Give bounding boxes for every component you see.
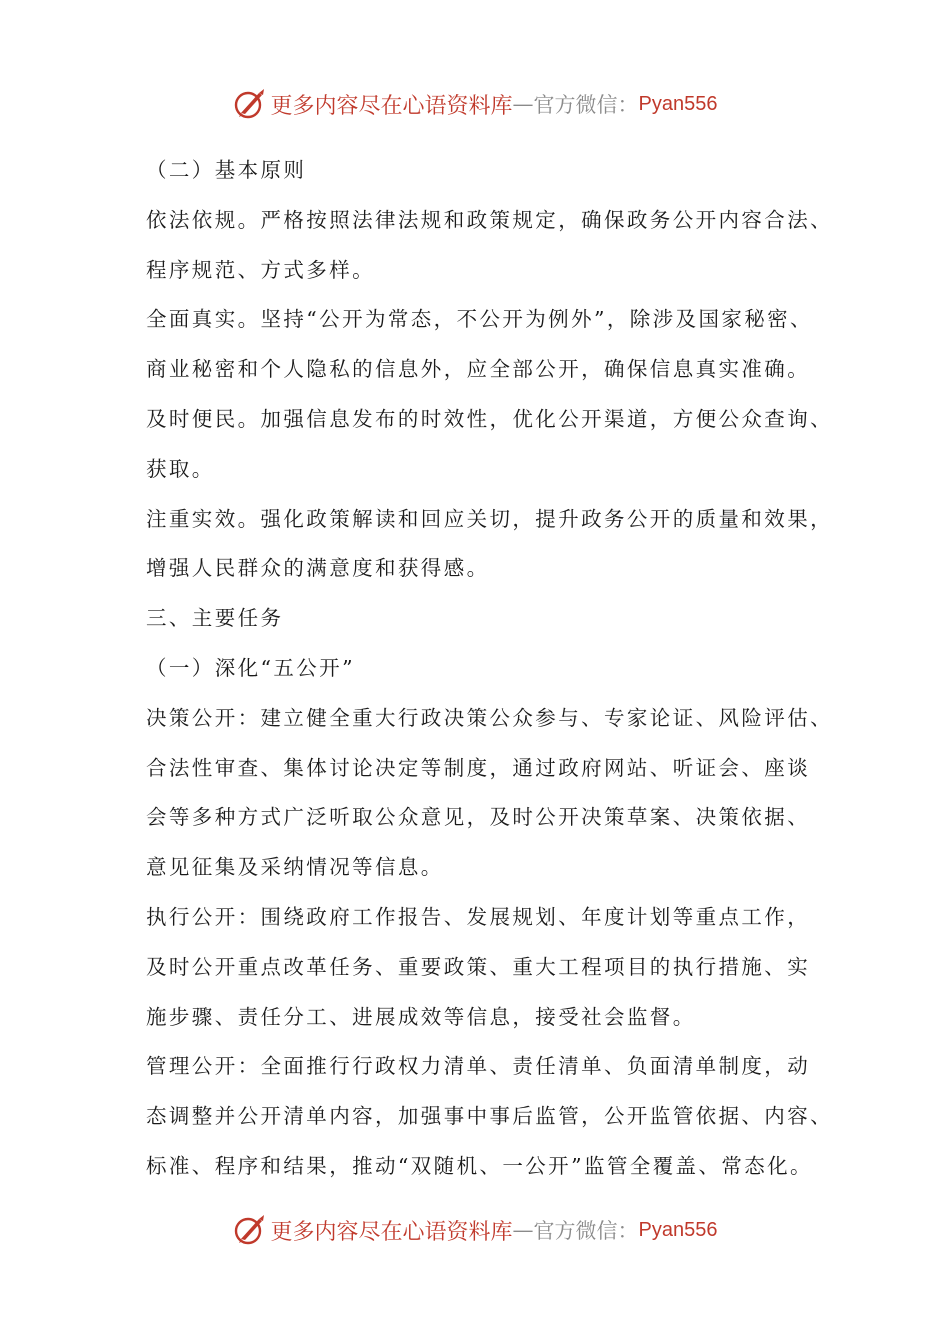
- banner-promo-text: 更多内容尽在心语资料库: [270, 1219, 513, 1245]
- footer-banner: [0, 1206, 950, 1254]
- paragraph-line: 态调整并公开清单内容，加强事中事后监管，公开监管依据、内容、: [146, 1104, 833, 1129]
- subsection-heading: （一）深化“五公开”: [146, 655, 355, 680]
- section-heading: 三、主要任务: [146, 606, 284, 631]
- paragraph-line: 及时便民。加强信息发布的时效性，优化公开渠道，方便公众查询、: [146, 406, 833, 431]
- paragraph-line: 依法依规。严格按照法律法规和政策规定，确保政务公开内容合法、: [146, 207, 833, 232]
- paragraph-line: 获取。: [146, 456, 215, 481]
- banner-promo-text: 更多内容尽在心语资料库: [270, 93, 513, 119]
- quill-pen-logo-icon: [233, 1213, 267, 1247]
- banner-dash: —: [512, 1218, 534, 1242]
- quill-pen-logo-icon: [233, 87, 267, 121]
- paragraph-line: 商业秘密和个人隐私的信息外，应全部公开，确保信息真实准确。: [146, 357, 811, 382]
- paragraph-line: 全面真实。坚持“公开为常态，不公开为例外”，除涉及国家秘密、: [146, 307, 813, 332]
- paragraph-line: 程序规范、方式多样。: [146, 257, 375, 282]
- banner-wechat-label: 官方微信：: [533, 1219, 639, 1243]
- paragraph-line: 标准、程序和结果，推动“双随机、一公开”监管全覆盖、常态化。: [146, 1153, 813, 1178]
- paragraph-line: 增强人民群众的满意度和获得感。: [146, 556, 490, 581]
- paragraph-line: 合法性审查、集体讨论决定等制度，通过政府网站、听证会、座谈: [146, 755, 811, 780]
- paragraph-line: 决策公开：建立健全重大行政决策公众参与、专家论证、风险评估、: [146, 705, 833, 730]
- header-banner: [0, 80, 950, 128]
- paragraph-line: 施步骤、责任分工、进展成效等信息，接受社会监督。: [146, 1004, 696, 1029]
- banner-wechat-id: Pyan556: [638, 92, 718, 115]
- paragraph-line: 注重实效。强化政策解读和回应关切，提升政务公开的质量和效果，: [146, 506, 833, 531]
- document-body: [146, 146, 836, 1192]
- paragraph-line: 会等多种方式广泛听取公众意见，及时公开决策草案、决策依据、: [146, 805, 811, 830]
- paragraph-line: 执行公开：围绕政府工作报告、发展规划、年度计划等重点工作，: [146, 904, 811, 929]
- paragraph-line: 及时公开重点改革任务、重要政策、重大工程项目的执行措施、实: [146, 954, 811, 979]
- banner-dash: —: [512, 92, 534, 116]
- paragraph-line: 意见征集及采纳情况等信息。: [146, 855, 444, 880]
- banner-wechat-label: 官方微信：: [533, 93, 639, 117]
- paragraph-line: 管理公开：全面推行行政权力清单、责任清单、负面清单制度，动: [146, 1054, 811, 1079]
- section-heading: （二）基本原则: [146, 158, 307, 182]
- banner-wechat-id: Pyan556: [638, 1218, 718, 1241]
